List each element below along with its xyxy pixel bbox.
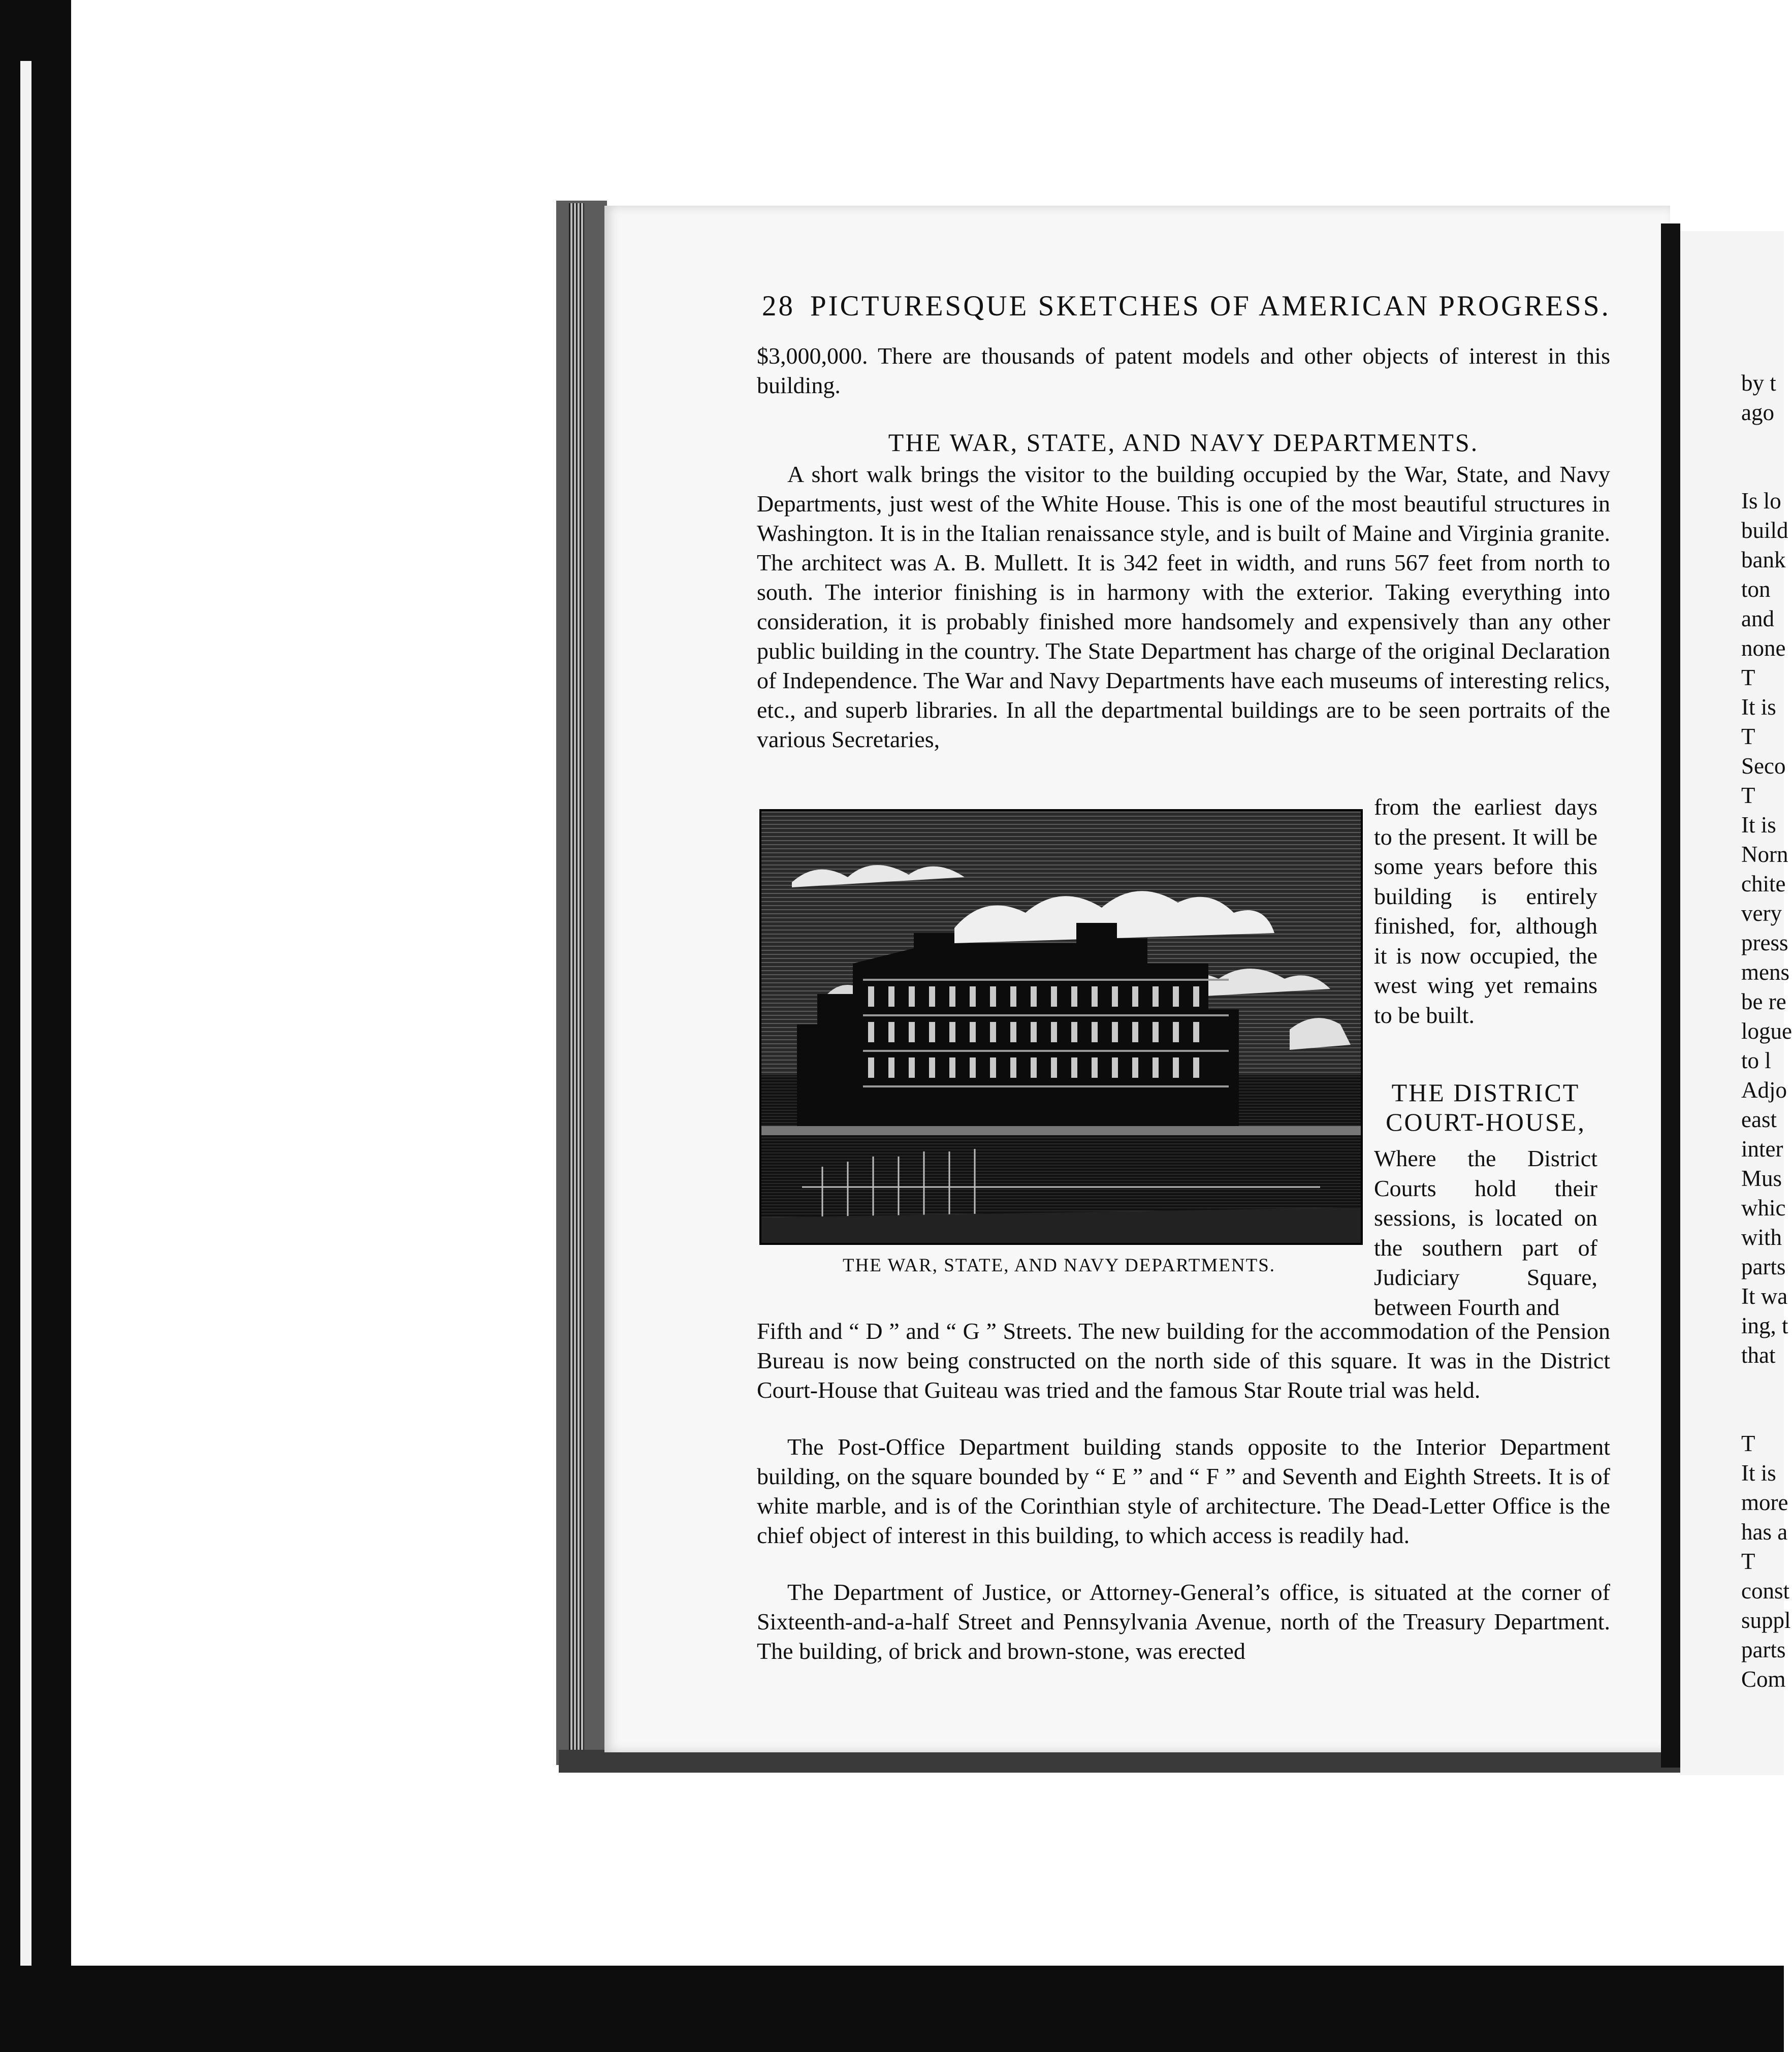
section-heading-war-state-navy: THE WAR, STATE, AND NAVY DEPARTMENTS. [888,428,1479,457]
book-title: PICTURESQUE SKETCHES OF AMERICAN PROGRESS. [810,290,1611,322]
justice-department-paragraph: The Department of Justice, or Attorney-General’s office, is situated at the corner of Sixteenth-and-a-half Street and Pennsylvania Avenue, north of the Treasury Department. The building, of brick and brown-stone, was erected [757,1579,1610,1664]
intro-paragraph: $3,000,000. There are thousands of patent models and other objects of interest in this building. [757,343,1610,398]
war-state-navy-paragraph: A short walk brings the visitor to the building occupied by the War, State, and Navy Departments, just west of the White House. This is one of the most beautiful structures in Washington. It is in the Italian renaissance style, and is built of Maine and Virginia granite. The architect was A. B. Mullett. It is 342 feet in width, and runs 567 feet from north to south. The interior finishing is in harmony with the exterior. Taking everything into consideration, it is probably finished more handsomely and expensively than any other public building in the country. The State Department has charge of the original Declaration of Independence. The War and Navy Departments have each museums of interesting relics, etc., and superb libraries. In all the departmental buildings are to be seen portraits of the various Secretaries, [757,461,1610,752]
right-page-fragment: by t ago Is lo build bank ton and none T It is T Seco T It is Norn chite very press mens be re logue to l Adjo east inter Mus whic with parts It wa ing, t that T It is more has a T const suppl parts Com [1741,370,1792,1692]
war-state-navy-side-continuation: from the earliest days to the present. It will be some years before this building is entirely finished, for, although it is now occupied, the west wing yet remains to be built. [1374,794,1597,1028]
district-court-side-text: Where the District Courts hold their sessions, is located on the southern part of Judiciary Square, between Fourth and [1374,1145,1597,1320]
running-head [762,290,1620,323]
scan-border-bottom [0,1966,1784,2052]
section-heading-district-court-house [1374,1078,1597,1137]
scan-border-left [0,0,71,2052]
scan-border-top [71,0,1784,10]
scan-border-gap [20,61,31,1971]
war-state-navy-engraving [759,809,1363,1245]
figure-caption: THE WAR, STATE, AND NAVY DEPARTMENTS. [842,1255,1276,1276]
book-gutter [1661,223,1680,1768]
book-bottom-edge [559,1750,1757,1773]
right-page [1680,231,1792,1775]
district-court-continuation: Fifth and “ D ” and “ G ” Streets. The new building for the accommodation of the Pension Bureau is now being constructed on the north side of this square. It was in the District Court-House that Guiteau was tried and the famous Star Route trial was held. [757,1318,1610,1403]
book-page-stack [569,203,584,1757]
post-office-paragraph: The Post-Office Department building stands opposite to the Interior Department building, on the square bounded by “ E ” and “ F ” and Seventh and Eighth Streets. It is of white marble, and is of the Corinthian style of architecture. The Dead-Letter Office is the chief object of interest in this building, to which access is readily had. [757,1434,1610,1548]
engraving-illustration [761,811,1361,1243]
page-number: 28 [762,290,795,322]
district-court-heading-line-2: COURT-HOUSE, [1386,1108,1586,1136]
district-court-heading-line-1: THE DISTRICT [1391,1078,1580,1107]
